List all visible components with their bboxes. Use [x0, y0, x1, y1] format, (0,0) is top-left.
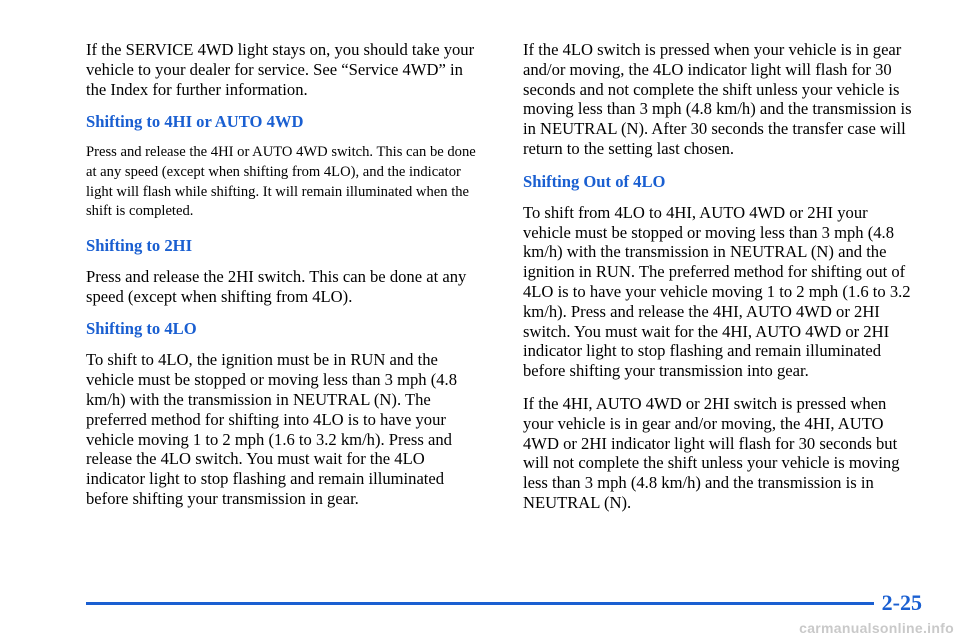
right-column [523, 40, 919, 526]
shifting-to-4hi-paragraph: Press and release the 4HI or AUTO 4WD switch. This can be done at any speed (except when shifting from 4LO), and the indicator light will flash while shifting. It will remain illuminated when the shift is completed. [86, 144, 476, 220]
footer-rule [86, 602, 874, 605]
heading-shifting-out-of-4lo: Shifting Out of 4LO [523, 171, 666, 191]
watermark: carmanualsonline.info [799, 620, 954, 636]
shifting-to-2hi-paragraph: Press and release the 2HI switch. This can be done at any speed (except when shifting from 4LO). [86, 266, 467, 306]
service-4wd-paragraph: If the SERVICE 4WD light stays on, you should take your vehicle to your dealer for service. See “Service 4WD” in the Index for further information. [86, 40, 475, 99]
page-number: 2-25 [881, 590, 922, 615]
heading-shifting-to-4hi: Shifting to 4HI or AUTO 4WD [86, 112, 304, 132]
heading-shifting-to-4lo: Shifting to 4LO [86, 319, 197, 339]
left-column [86, 40, 482, 522]
shifting-to-4lo-paragraph: To shift to 4LO, the ignition must be in RUN and the vehicle must be stopped or moving less than 3 mph (4.8 km/h) with the transmission in NEUTRAL (N). The preferred method for shifting into 4LO is to have your vehicle moving 1 to 2 mph (1.6 to 3.2 km/h). Press and release the 4LO switch. You must wait for the 4LO indicator light to stop flashing and remain illuminated before shifting your transmission in gear. [86, 350, 458, 508]
switch-pressed-in-gear-paragraph: If the 4HI, AUTO 4WD or 2HI switch is pressed when your vehicle is in gear and/or moving, the 4HI, AUTO 4WD or 2HI indicator light will flash for 30 seconds but will not complete the shift unless your vehicle is moving less than 3 mph (4.8 km/h) and the transmission is in NEUTRAL (N). [523, 393, 900, 512]
shifting-out-of-4lo-paragraph: To shift from 4LO to 4HI, AUTO 4WD or 2HI your vehicle must be stopped or moving less than 3 mph (4.8 km/h) with the transmission in NEUTRAL (N) and the ignition in RUN. The preferred method for shifting out of 4LO is to have your vehicle moving 1 to 2 mph (1.6 to 3.2 km/h). Press and release the 4HI, AUTO 4WD or 2HI switch. You must wait for the 4HI, AUTO 4WD or 2HI indicator light to stop flashing and remain illuminated before shifting your transmission into gear. [523, 202, 911, 381]
4lo-switch-pressed-paragraph: If the 4LO switch is pressed when your vehicle is in gear and/or moving, the 4LO indicator light will flash for 30 seconds and not complete the shift unless your vehicle is moving less than 3 mph (4.8 km/h) and the transmission is in NEUTRAL (N). After 30 seconds the transfer case will return to the setting last chosen. [523, 40, 912, 158]
heading-shifting-to-2hi: Shifting to 2HI [86, 235, 193, 255]
